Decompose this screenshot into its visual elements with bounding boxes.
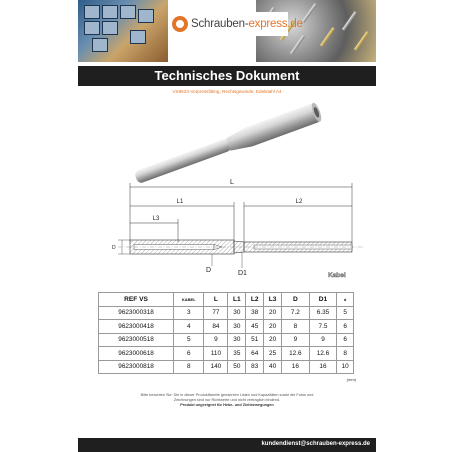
cell: 9: [204, 333, 228, 347]
cell: 3: [174, 306, 204, 320]
cell: 50: [228, 360, 246, 374]
cell: 35: [228, 347, 246, 361]
table-row: [99, 360, 354, 374]
technical-drawing: [78, 96, 376, 288]
cell: 5: [174, 333, 204, 347]
table-header-row: [99, 293, 354, 307]
unit-label: (mm): [346, 377, 356, 382]
safety-warning: Produkt ungeeignet für Hebe- und Ziehbewegungen: [180, 403, 274, 407]
section-view: [118, 240, 364, 254]
col-L1: L1: [228, 293, 246, 307]
cell: 6: [337, 333, 354, 347]
document-page: [78, 0, 376, 452]
cell: 9623000618: [99, 347, 174, 361]
cell: 64: [246, 347, 264, 361]
col-D1: D1: [309, 293, 337, 307]
cell: 9623000518: [99, 333, 174, 347]
dimension-L3: [130, 219, 178, 242]
cell: 8: [174, 360, 204, 374]
cell: 84: [204, 320, 228, 334]
cell: 51: [246, 333, 264, 347]
table-row: [99, 347, 354, 361]
cell: 20: [264, 320, 282, 334]
table-row: [99, 306, 354, 320]
cell: 10: [337, 360, 354, 374]
cell: 12.6: [309, 347, 337, 361]
cell: 9623000418: [99, 320, 174, 334]
col-L2: L2: [246, 293, 264, 307]
dim-D1-label: D1: [238, 270, 247, 277]
dimension-L: [130, 183, 352, 242]
cell: 38: [246, 306, 264, 320]
brand-logo-icon: [172, 16, 188, 32]
cell: 140: [204, 360, 228, 374]
cell: 6: [174, 347, 204, 361]
brand-name: Schrauben-express.de: [191, 18, 303, 30]
cell: 7.5: [309, 320, 337, 334]
cell: 25: [264, 347, 282, 361]
specs-table: [98, 292, 354, 374]
cell: 30: [228, 306, 246, 320]
cell: 30: [228, 333, 246, 347]
cell: 83: [246, 360, 264, 374]
cell: 9: [309, 333, 337, 347]
col-kabel: KABEL: [174, 293, 204, 307]
dim-L-label: L: [230, 179, 234, 186]
dim-L1-label: L1: [176, 199, 184, 205]
cell: 9623000818: [99, 360, 174, 374]
cell: 16: [309, 360, 337, 374]
table-row: [99, 333, 354, 347]
dim-L3-label: L3: [152, 216, 160, 222]
contact-email[interactable]: kundendienst@schrauben-express.de: [261, 441, 370, 447]
brand-logo-box: [170, 12, 303, 36]
cell: 5: [337, 306, 354, 320]
col-d: d: [337, 293, 354, 307]
cell: 6.35: [309, 306, 337, 320]
header-banner: [78, 0, 376, 62]
cell: 8: [282, 320, 310, 334]
cell: 20: [264, 306, 282, 320]
page-title: Technisches Dokument: [78, 66, 376, 86]
disclaimer-line-2: Zeichnungen sind nur Richtwerte und nicht vertraglich bindend.: [173, 398, 281, 402]
cell: 40: [264, 360, 282, 374]
col-D: D: [282, 293, 310, 307]
col-L: L: [204, 293, 228, 307]
header-photo-workshop: [78, 0, 168, 62]
cable-label: Kabel: [328, 272, 346, 279]
cell: 30: [228, 320, 246, 334]
cell: 4: [174, 320, 204, 334]
product-photo: [133, 102, 324, 188]
cell: 20: [264, 333, 282, 347]
cell: 8: [337, 347, 354, 361]
cell: 7.2: [282, 306, 310, 320]
cell: 110: [204, 347, 228, 361]
cell: 16: [282, 360, 310, 374]
dim-L2-label: L2: [295, 199, 303, 205]
cell: 77: [204, 306, 228, 320]
dim-D-label: D: [112, 245, 116, 251]
cell: 45: [246, 320, 264, 334]
product-subtitle: VS9623-Vorpressfitting, Rechtsgewinde, Edelstahl A4: [172, 89, 282, 94]
disclaimer-line-1: Bitte beachten Sie: Die in dieser Produktfamilie genannten Listen und Kapazitäten sowie die Fotos und: [140, 393, 314, 397]
cell: 12.6: [282, 347, 310, 361]
dimension-L1: [130, 202, 234, 242]
cell: 9623000318: [99, 306, 174, 320]
cell: 6: [337, 320, 354, 334]
cell: 9: [282, 333, 310, 347]
table-row: [99, 320, 354, 334]
footer-bar: [78, 438, 376, 452]
dim-D-bottom-label: D: [206, 267, 212, 274]
dimension-L2: [244, 202, 352, 242]
col-L3: L3: [264, 293, 282, 307]
col-ref: REF VS: [99, 293, 174, 307]
